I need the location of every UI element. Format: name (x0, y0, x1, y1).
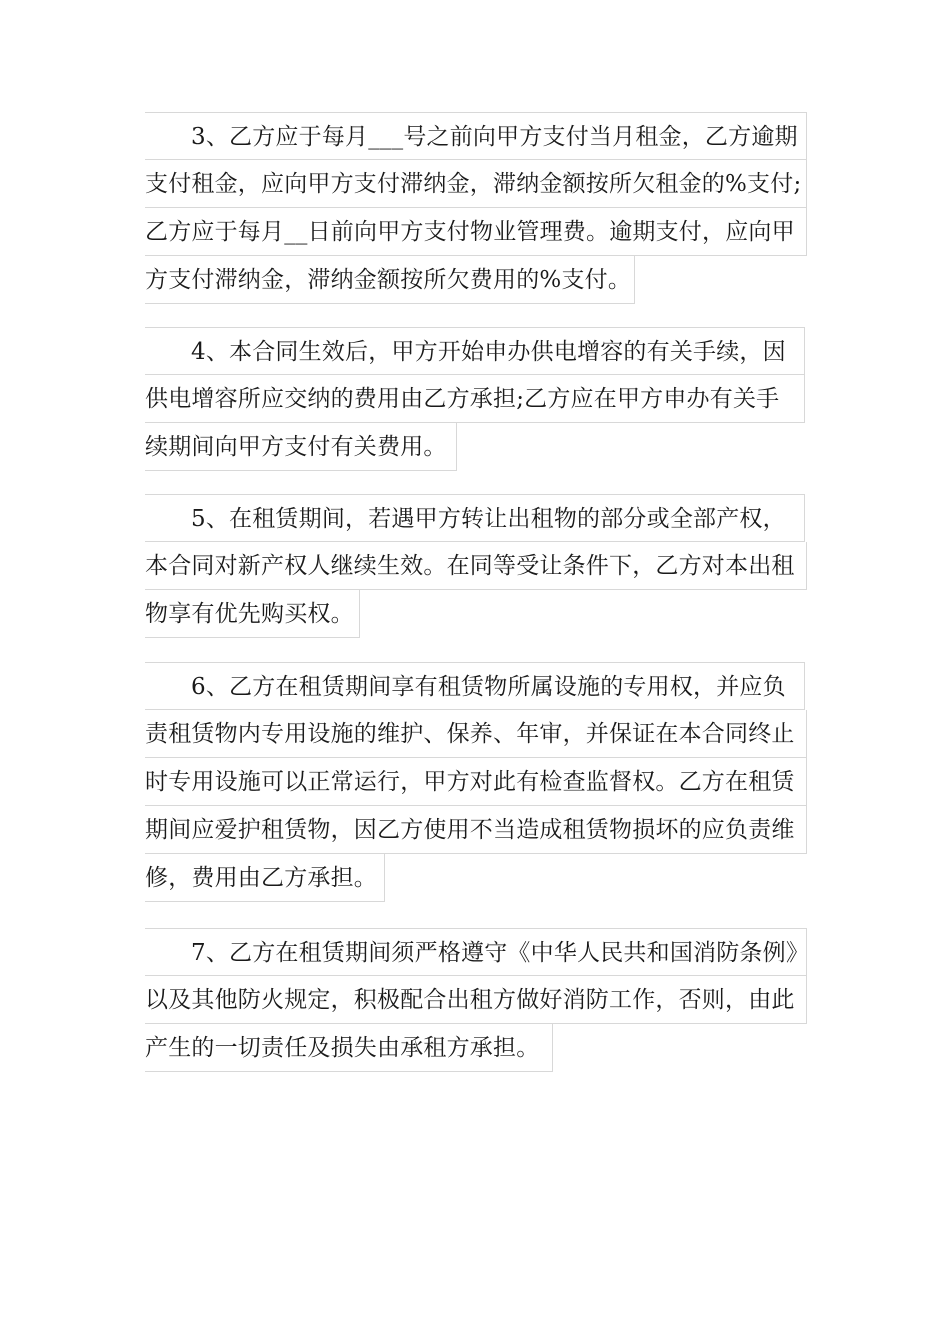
text-line: 时专用设施可以正常运行，甲方对此有检查监督权。乙方在租赁 (145, 758, 807, 806)
text-line: 6、乙方在租赁期间享有租赁物所属设施的专用权，并应负 (145, 662, 805, 710)
text-line: 4、本合同生效后，甲方开始申办供电增容的有关手续，因 (145, 327, 805, 375)
text-line: 供电增容所应交纳的费用由乙方承担;乙方应在甲方申办有关手 (145, 375, 805, 423)
text-line: 产生的一切责任及损失由承租方承担。 (145, 1024, 553, 1072)
text-line: 期间应爱护租赁物，因乙方使用不当造成租赁物损坏的应负责维 (145, 806, 807, 854)
text-line: 责租赁物内专用设施的维护、保养、年审，并保证在本合同终止 (145, 710, 807, 758)
text-line: 物享有优先购买权。 (145, 590, 360, 638)
text-line: 5、在租赁期间，若遇甲方转让出租物的部分或全部产权， (145, 494, 805, 542)
text-line: 续期间向甲方支付有关费用。 (145, 423, 457, 471)
text-line: 支付租金，应向甲方支付滞纳金，滞纳金额按所欠租金的%支付; (145, 160, 807, 208)
text-line: 以及其他防火规定，积极配合出租方做好消防工作，否则，由此 (145, 976, 807, 1024)
text-line: 乙方应于每月__日前向甲方支付物业管理费。逾期支付，应向甲 (145, 208, 807, 256)
text-line: 本合同对新产权人继续生效。在同等受让条件下，乙方对本出租 (145, 542, 807, 590)
text-line: 方支付滞纳金，滞纳金额按所欠费用的%支付。 (145, 256, 635, 304)
text-line: 3、乙方应于每月___号之前向甲方支付当月租金，乙方逾期 (145, 112, 807, 160)
text-line: 7、乙方在租赁期间须严格遵守《中华人民共和国消防条例》 (145, 928, 807, 976)
text-line: 修，费用由乙方承担。 (145, 854, 385, 902)
